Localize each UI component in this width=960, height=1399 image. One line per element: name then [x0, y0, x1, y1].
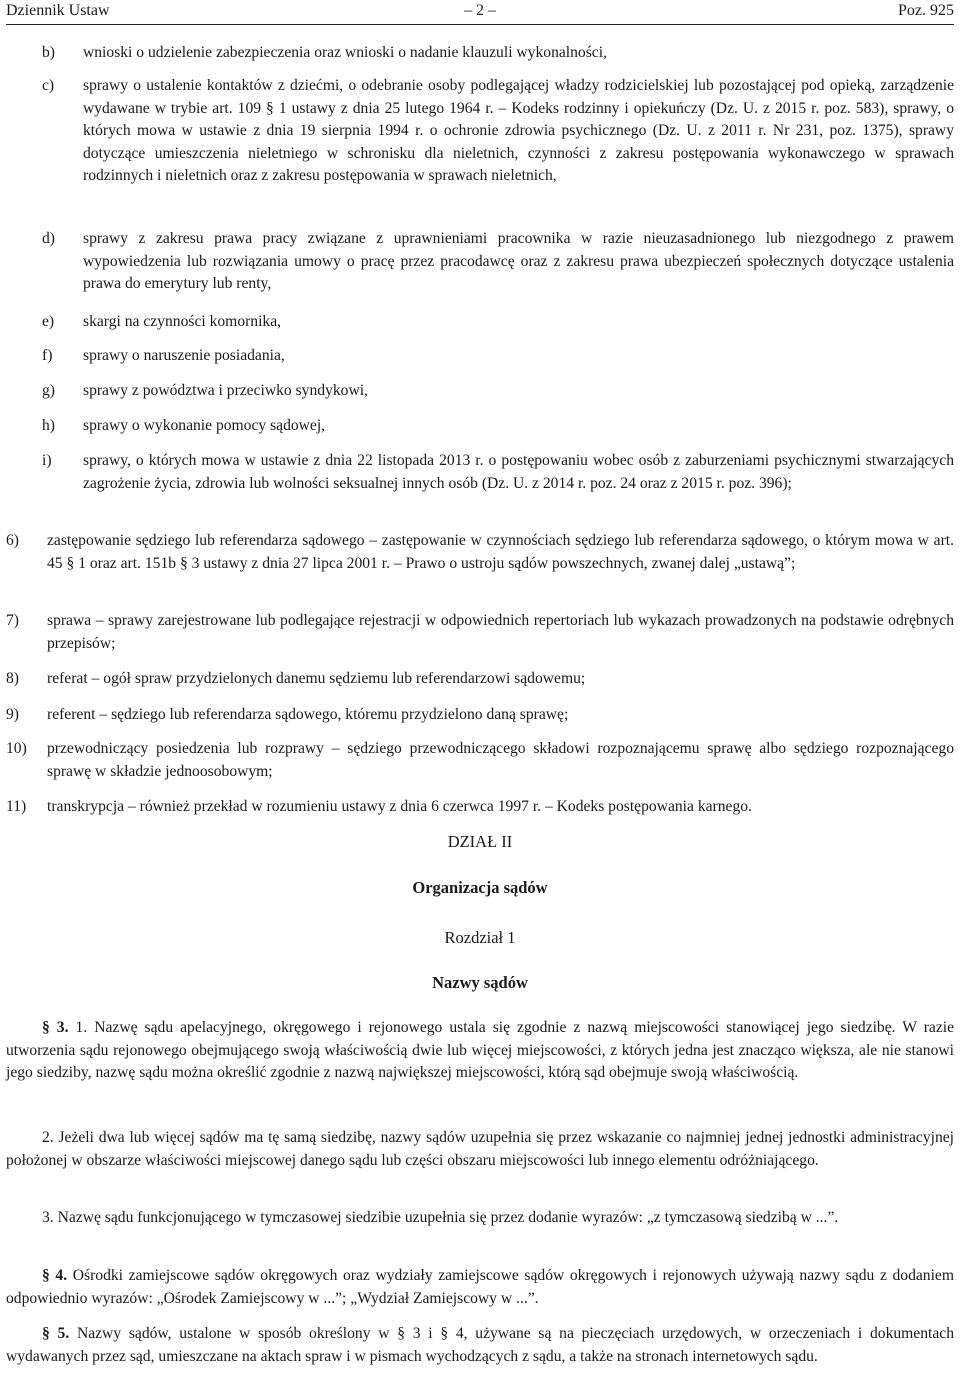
- list-item-label: 10): [6, 740, 27, 757]
- section-marker: § 5.: [42, 1325, 70, 1342]
- list-item-label: 11): [6, 798, 27, 815]
- list-item-text: zastępowanie sędziego lub referendarza sądowego – zastępowanie w czynnościach sędziego lub referendarza sądowego, o którym mowa w art. 45 § 1 oraz art. 151b § 3 ustawy z dnia 27 lipca 2001 r. – Prawo o ustroju sądów powszechnych, zwanej dalej „ustawą”;: [47, 532, 954, 572]
- paragraph-5: [6, 1323, 954, 1368]
- section-marker: § 4.: [42, 1267, 68, 1284]
- list-item-text: sprawy o ustalenie kontaktów z dziećmi, o odebranie osoby podlegającej władzy rodzicielskiej lub pozostającej pod opieką, zarządzenie wydawane w trybie art. 109 § 1 ustawy z dnia 25 lutego 1964 r. – Kodeks rodzinny i opiekuńczy (Dz. U. z 2015 r. poz. 583), sprawy, o których mowa w ustawie z dnia 19 sierpnia 1994 r. o ochronie zdrowia psychicznego (Dz. U. z 2011 r. Nr 231, poz. 1375), sprawy dotyczące umieszczenia nieletniego w schronisku dla nieletnich, czynności z zakresu postępowania wykonawczego w sprawach rodzinnych i nieletnich oraz z zakresu postępowania w sprawach nieletnich,: [83, 77, 954, 185]
- list-item-label: g): [42, 382, 55, 399]
- paragraph-3-1: [6, 1017, 954, 1085]
- list-item-i: [6, 450, 954, 495]
- division-title: Organizacja sądów: [412, 878, 548, 897]
- page-header: [6, 0, 954, 25]
- paragraph-text: Nazwy sądów, ustalone w sposób określony w § 3 i § 4, używane są na pieczęciach urzędowych, w orzeczeniach i dokumentach wydawanych przez sąd, umieszczane na aktach spraw i w pismach wychodzących z sądu, a także na stronach internetowych sądu.: [6, 1325, 954, 1365]
- journal-title: Dziennik Ustaw: [6, 2, 110, 19]
- list-item-label: d): [42, 230, 55, 247]
- list-item-e: [6, 311, 954, 334]
- list-item-text: sprawy z zakresu prawa pracy związane z uprawnieniami pracownika w razie nieuzasadnionego lub niezgodnego z prawem wypowiedzenia lub rozwiązania umowy o pracę przez pracodawcę oraz z zakresu prawa ubezpieczeń społecznych dotyczące ustalenia prawa do emerytury lub renty,: [83, 230, 954, 293]
- list-item-8: [6, 668, 954, 691]
- paragraph-text: 2. Jeżeli dwa lub więcej sądów ma tę samą siedzibę, nazwy sądów uzupełnia się przez wskazanie co najmniej jednej jednostki administracyjnej położonej w obszarze właściwości miejscowej danego sądu lub części obszaru miejscowości lub innego elementu odróżniającego.: [6, 1129, 954, 1169]
- list-item-text: referat – ogół spraw przydzielonych danemu sędziemu lub referendarzowi sądowemu;: [47, 670, 586, 687]
- list-item-10: [6, 738, 954, 783]
- list-item-text: przewodniczący posiedzenia lub rozprawy – sędziego przewodniczącego składowi rozpoznającemu sprawę albo sędziego rozpoznającego sprawę w składzie jednoosobowym;: [47, 740, 954, 780]
- list-item-d: [6, 228, 954, 296]
- paragraph-4: [6, 1265, 954, 1310]
- list-item-9: [6, 704, 954, 727]
- list-item-label: e): [42, 313, 55, 330]
- list-item-6: [6, 530, 954, 575]
- list-item-g: [6, 380, 954, 403]
- paragraph-text: Ośrodki zamiejscowe sądów okręgowych oraz wydziały zamiejscowe sądów okręgowych i rejonowych używają nazwy sądu z dodaniem odpowiednio wyrazów: „Ośrodek Zamiejscowy w ...”; „Wydział Zamiejscowy w ...”.: [6, 1267, 954, 1307]
- list-item-label: 9): [6, 706, 19, 723]
- list-item-f: [6, 345, 954, 368]
- list-item-text: skargi na czynności komornika,: [83, 313, 282, 330]
- chapter-title: Nazwy sądów: [432, 973, 528, 992]
- division-heading: DZIAŁ II: [447, 832, 513, 851]
- paragraph-3-2: [6, 1127, 954, 1172]
- list-item-label: h): [42, 417, 55, 434]
- list-item-label: 7): [6, 612, 19, 629]
- list-item-text: sprawy z powództwa i przeciwko syndykowi,: [83, 382, 368, 399]
- paragraph-text: 1. Nazwę sądu apelacyjnego, okręgowego i rejonowego ustala się zgodnie z nazwą miejscowości stanowiącej jego siedzibę. W razie utworzenia sądu rejonowego obejmującego swoją właściwością dwie lub więcej miejscowości, z których jedna jest znacząco większa, ale nie stanowi jego siedziby, nazwę sądu można określić zgodnie z nazwą największej miejscowości, którą sąd obejmuje swoją właściwością.: [6, 1019, 955, 1082]
- list-item-label: 8): [6, 670, 19, 687]
- chapter-heading: Rozdział 1: [444, 928, 516, 947]
- list-item-7: [6, 610, 954, 655]
- list-item-text: sprawy, o których mowa w ustawie z dnia 22 listopada 2013 r. o postępowaniu wobec osób z zaburzeniami psychicznymi stwarzających zagrożenie życia, zdrowia lub wolności seksualnej innych osób (Dz. U. z 2014 r. poz. 24 oraz z 2015 r. poz. 396);: [83, 452, 954, 492]
- list-item-text: transkrypcja – również przekład w rozumieniu ustawy z dnia 6 czerwca 1997 r. – Kodeks postępowania karnego.: [47, 798, 752, 815]
- list-item-label: f): [42, 347, 53, 364]
- list-item-label: b): [42, 44, 55, 61]
- list-item-c: [6, 75, 954, 188]
- list-item-label: 6): [6, 532, 19, 549]
- paragraph-text: 3. Nazwę sądu funkcjonującego w tymczasowej siedzibie uzupełnia się przez dodanie wyrazów: „z tymczasową siedzibą w ...”.: [42, 1209, 839, 1226]
- section-marker: § 3.: [42, 1019, 69, 1036]
- page-number: – 2 –: [464, 2, 496, 19]
- list-item-text: wnioski o udzielenie zabezpieczenia oraz wnioski o nadanie klauzuli wykonalności,: [83, 44, 607, 61]
- paragraph-3-3: [6, 1207, 954, 1230]
- position-number: Poz. 925: [898, 2, 954, 19]
- list-item-11: [6, 796, 954, 819]
- document-page: [6, 0, 955, 1365]
- list-item-label: i): [42, 452, 52, 469]
- list-item-b: [6, 42, 954, 65]
- list-item-label: c): [42, 77, 55, 94]
- list-item-text: sprawy o naruszenie posiadania,: [83, 347, 285, 364]
- list-item-text: sprawy o wykonanie pomocy sądowej,: [83, 417, 326, 434]
- list-item-text: referent – sędziego lub referendarza sądowego, któremu przydzielono daną sprawę;: [47, 706, 569, 723]
- list-item-text: sprawa – sprawy zarejestrowane lub podlegające rejestracji w odpowiednich repertoriach lub wykazach prowadzonych na podstawie odrębnych przepisów;: [47, 612, 954, 652]
- list-item-h: [6, 415, 954, 438]
